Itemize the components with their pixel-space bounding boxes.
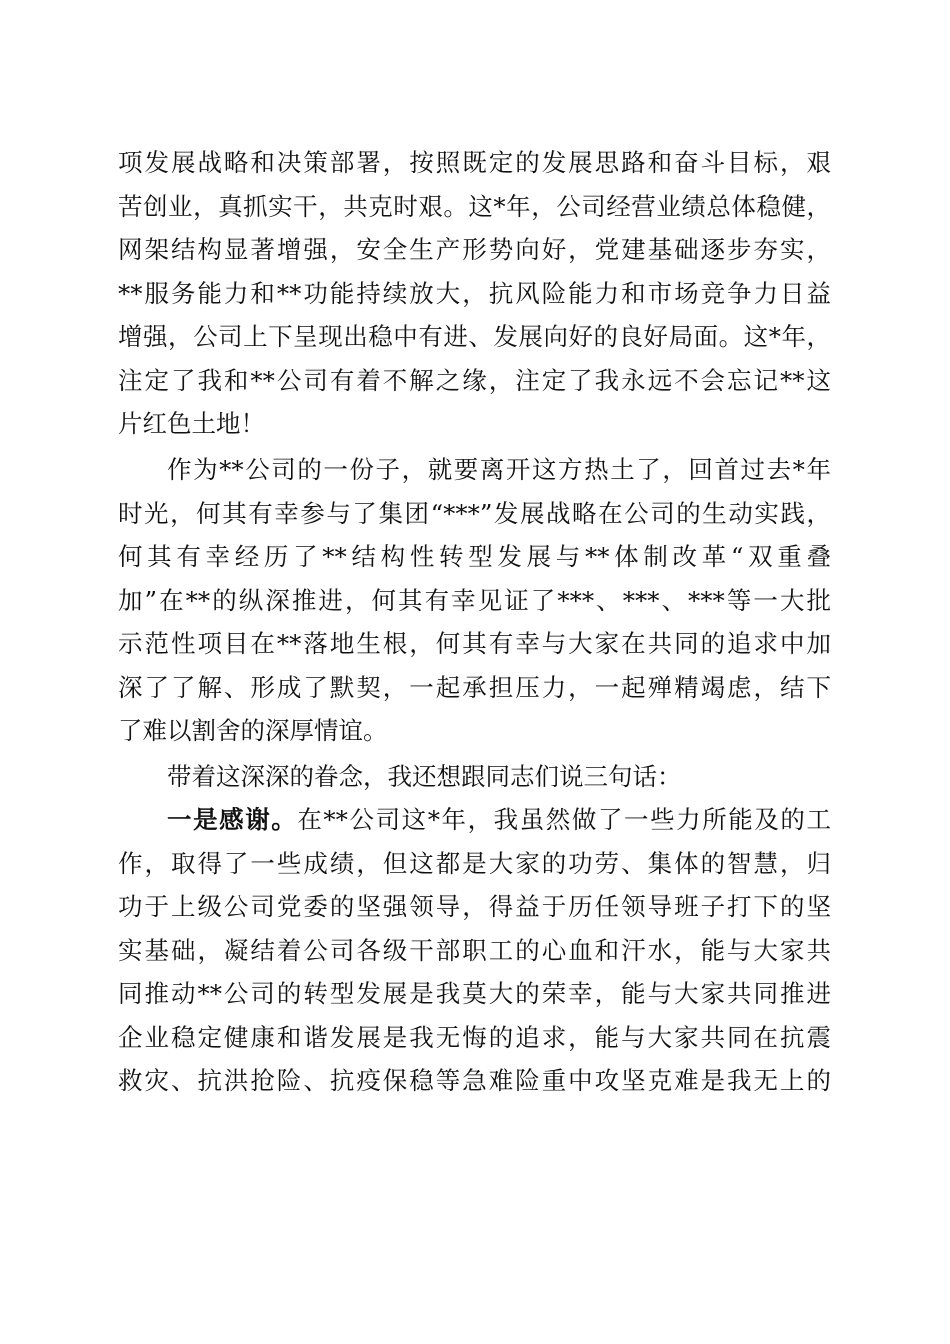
paragraph-1-line: 注定了我和**公司有着不解之缘，注定了我永远不会忘记**这: [118, 365, 831, 395]
paragraph-4-first-line-rest: 在**公司这*年，我虽然做了一些力所能及的工: [297, 805, 832, 834]
paragraph-2-line: 时光，何其有幸参与了集团“***”发展战略在公司的生动实践，: [118, 498, 831, 528]
paragraph-2-line: 作为**公司的一份子，就要离开这方热土了，回首过去*年: [167, 455, 831, 484]
paragraph-4-first-line: [118, 798, 831, 842]
paragraph-3: [118, 755, 831, 799]
paragraph-4-line: 功于上级公司党委的坚强领导，得益于历任领导班子打下的坚: [118, 892, 831, 921]
paragraph-1-line: 项发展战略和决策部署，按照既定的发展思路和奋斗目标，艰: [118, 148, 831, 177]
paragraph-4-line: 实基础，凝结着公司各级干部职工的心血和汗水，能与大家共: [118, 935, 831, 965]
paragraph-2-line: 示范性项目在**落地生根，何其有幸与大家在共同的追求中加: [118, 629, 831, 658]
paragraph-4-line: 救灾、抗洪抢险、抗疫保稳等急难险重中攻坚克难是我无上的: [118, 1066, 831, 1095]
paragraph-3-line: 带着这深深的眷念，我还想跟同志们说三句话：: [167, 762, 682, 791]
paragraph-2-line: 何其有幸经历了**结构性转型发展与**体制改革“双重叠: [118, 542, 831, 571]
paragraph-4-line: 作，取得了一些成绩，但这都是大家的功劳、集体的智慧，归: [118, 848, 831, 878]
paragraph-2-line: 了难以割舍的深厚情谊。: [118, 716, 388, 745]
paragraph-4-line: 同推动**公司的转型发展是我莫大的荣幸，能与大家共同推进: [118, 979, 831, 1008]
paragraph-1-line: 片红色土地！: [118, 409, 265, 438]
paragraph-2-line: 深了了解、形成了默契，一起承担压力，一起殚精竭虑，结下: [118, 672, 831, 702]
paragraph-1-line: 增强，公司上下呈现出稳中有进、发展向好的良好局面。这*年，: [118, 322, 831, 351]
paragraph-1-line: **服务能力和**功能持续放大，抗风险能力和市场竞争力日益: [118, 278, 831, 308]
paragraph-1-line: 网架结构显著增强，安全生产形势向好，党建基础逐步夯实，: [118, 235, 831, 264]
paragraph-2-line: 加”在**的纵深推进，何其有幸见证了***、***、***等一大批: [118, 585, 831, 615]
paragraph-1: [118, 141, 831, 446]
paragraph-4: [118, 798, 831, 1103]
paragraph-4-lead: 一是感谢。: [167, 805, 298, 834]
paragraph-4-line: 企业稳定健康和谐发展是我无悔的追求，能与大家共同在抗震: [118, 1022, 831, 1052]
paragraph-2: [118, 448, 831, 753]
paragraph-1-line: 苦创业，真抓实干，共克时艰。这*年，公司经营业绩总体稳健，: [118, 191, 831, 221]
